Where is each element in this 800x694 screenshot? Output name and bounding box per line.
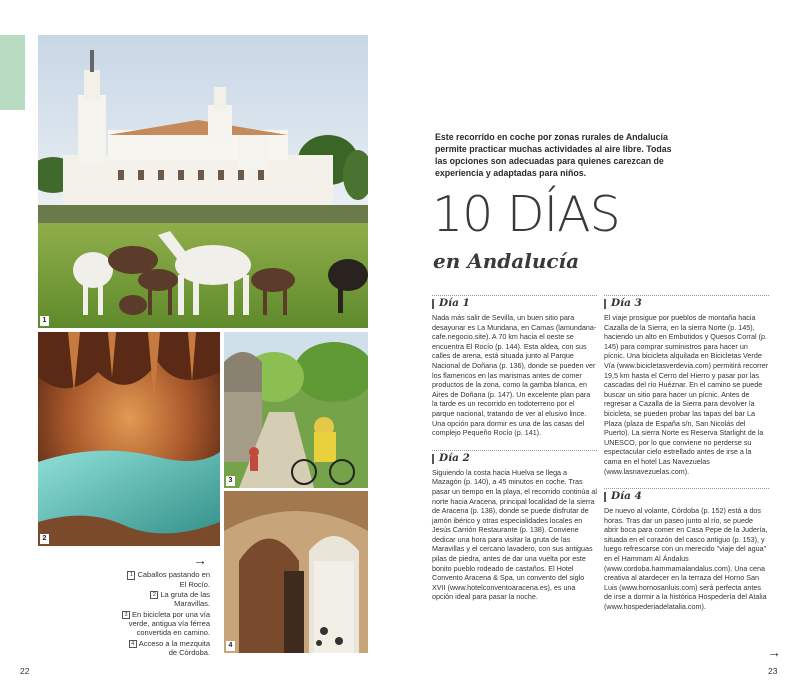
day-heading: Día 4 bbox=[604, 492, 769, 502]
page-number-left: 22 bbox=[20, 666, 30, 676]
photo-number: 1 bbox=[40, 316, 49, 326]
day-text: Nada más salir de Sevilla, un buen sitio para desayunar es La Mundana, en Camas (lamundana-cafe.negocio.site). A 70 km hacia el oeste se encuentra El Rocío (p. 144). Esta aldea, con sus calles de arena, está situada junto al Parque Nacional de Doñana (p. 136), donde se pueden ver los flamencos en las marismas antes de comer productos de la zona, como la gamba blanca, en Aires de Doñana (p. 147). Un excelente plan para la tarde es un recorrido en todoterreno por el parque nacional, tratando de ver al elusivo lince. Una opción para dormir es una de las casas del complejo Pequeño Rocío (p. 141). bbox=[432, 313, 597, 438]
caption: 3 En bicicleta por una vía verde, antigua vía férrea convertida en camino. bbox=[120, 610, 210, 638]
caption: 4 Acceso a la mezquita de Córdoba. bbox=[120, 639, 210, 658]
caption: 2 La gruta de las Maravillas. bbox=[120, 590, 210, 609]
photo-number: 3 bbox=[226, 476, 235, 486]
day-heading: Día 2 bbox=[432, 454, 597, 464]
column-left bbox=[432, 295, 597, 602]
day-text: De nuevo al volante, Córdoba (p. 152) está a dos horas. Tras dar un paseo junto al río, se puede abrir boca para comer en Casa Pepe de la Judería, situada en el corazón del casco antiguo (p. 153), y luego refrescarse con un merecido "viaje del agua" en el Hammam Al Ándalus (www.cordoba.hammamalandalus.com). Una cena creativa al atardecer en la terraza del Horno San Luis (www.hornosanluis.com) será perfecta antes de irse a dormir a la histórica Hospedería del Atalia (www.hospederiadelatalia.com). bbox=[604, 506, 768, 612]
photo-captions bbox=[120, 570, 210, 659]
day-text: El viaje prosigue por pueblos de montaña hacia Cazalla de la Sierra, en la sierra Norte (p. 145), haciendo un alto en Embutidos y Quesos Corral (p. 145) para comprar suministros para hacer un pícnic. Una bicicleta alquilada en Bicicletas Verde Vía (www.bicicletasverdevia.com) permitirá recorrer 19,5 km hasta el Cerro del Hierro y pasar por las cascadas del río Huéznar. En el camino se puede buscar un sitio para hacer un pícnic. Antes de regresar a Cazalla de la Sierra para devolver la bicicleta, se pueden probar las tapas del bar La Plaza (plaza de España s/n, San Nicolás del Puerto). La sierra Norte es Reserva Starlight de la UNESCO, por lo que conviene no perderse su espectacular cielo estrellado antes de irse a la cama en el hotel Las Navezuelas (www.lasnavezuelas.com). bbox=[604, 313, 769, 476]
intro-text: Este recorrido en coche por zonas rurales de Andalucía permite practicar muchas actividades al aire libre. Todas las opciones son adecuadas para quienes carezcan de experiencia y adaptadas para niños. bbox=[435, 132, 672, 178]
mosque-arch-photo bbox=[224, 491, 368, 653]
cyclists-photo bbox=[224, 332, 368, 488]
photo-number: 2 bbox=[40, 534, 49, 544]
chapter-tab bbox=[0, 35, 25, 110]
page-subtitle: en Andalucía bbox=[433, 249, 580, 273]
page-number-right: 23 bbox=[768, 666, 778, 676]
next-arrow-icon: → bbox=[767, 644, 781, 660]
horses-and-church-photo bbox=[38, 35, 368, 328]
caption: 1 Caballos pastando en El Rocío. bbox=[120, 570, 210, 589]
photo-number: 4 bbox=[226, 641, 235, 651]
divider bbox=[604, 295, 769, 296]
cave-photo bbox=[38, 332, 220, 546]
day-text: Siguiendo la costa hacia Huelva se llega a Mazagón (p. 140), a 45 minutos en coche. Tras pasar un tiempo en la playa, el recorrido continúa al norte hacia Aracena, principal localidad de la sierra de Aracena (p. 138), donde se puede disfrutar de jamón ibérico y otras especialidades locales en Jesús Carrión Restaurante (p. 138). Conviene dedicar una hora para visitar la gruta de las Maravillas y el cercano lavadero, con sus antiguas pilas de piedra, antes de dar una vuelta por este bonito pueblo rodeado de castaños. El Hotel Convento Aracena & Spa, un convento del siglo XVII (www.hotelconventoaracena.es), es una opción ideal para pasar la noche. bbox=[432, 467, 598, 602]
column-right bbox=[604, 295, 769, 612]
divider bbox=[432, 295, 597, 296]
day-heading: Día 1 bbox=[432, 299, 597, 309]
divider bbox=[432, 450, 597, 451]
page-title: 10 DÍAS bbox=[432, 186, 620, 243]
divider bbox=[604, 488, 769, 489]
next-arrow-icon: → bbox=[193, 552, 207, 568]
day-heading: Día 3 bbox=[604, 299, 769, 309]
